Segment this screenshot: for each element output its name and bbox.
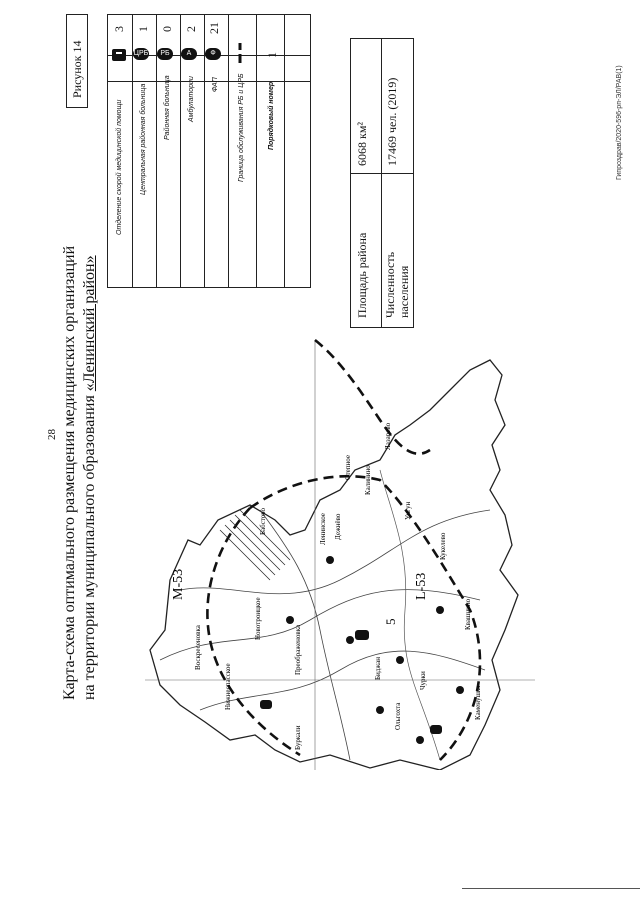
footer-divider [462, 888, 640, 889]
legend-label: Граница обслуживания РБ и ЦРБ [238, 73, 245, 182]
place-name: Буркали [294, 725, 302, 750]
area-value: 6068 км² [355, 121, 369, 166]
hospital-marker [355, 630, 369, 640]
figure-label: Рисунок 14 [70, 40, 84, 98]
river [200, 651, 485, 710]
district-outline [150, 360, 518, 770]
legend-label: Центральная районная больница [140, 83, 147, 195]
place-name: Калинино [364, 465, 372, 495]
district-map [140, 330, 540, 770]
outpatient-icon: А [181, 48, 197, 60]
ambulance-icon [110, 46, 128, 64]
facility-markers [260, 556, 464, 744]
legend-label: Районная больница [164, 75, 171, 140]
title-line-2 [80, 246, 100, 700]
legend-divider [108, 81, 310, 82]
fap-marker [396, 656, 404, 664]
legend-count: 21 [207, 22, 221, 34]
place-name: Ленинское [319, 513, 327, 545]
legend-label: ФАП [212, 77, 219, 92]
legend-label: Порядковый номер [268, 81, 275, 150]
place-name: Степное [344, 455, 352, 480]
fap-marker [346, 636, 354, 644]
place-name: Нижнеспасское [224, 663, 232, 710]
legend-count: 2 [184, 26, 198, 32]
legend-count: 3 [112, 26, 126, 32]
population-label: Численность населения [383, 251, 411, 318]
outpatient-marker [260, 700, 272, 709]
place-name: Новотроицкое [254, 597, 262, 640]
legend-label: Амбулатории [188, 76, 195, 122]
fap-marker [286, 616, 294, 624]
legend-count: 0 [160, 26, 174, 32]
boundary-line-icon [230, 42, 250, 64]
place-name: Преображеновка [294, 624, 302, 675]
zone-number: 5 [383, 618, 398, 625]
legend-label: Отделение скорой медицинской помощи [116, 99, 123, 235]
district-name: «Ленинский район» [81, 255, 98, 392]
hatched-area [220, 510, 290, 580]
fap-marker [376, 706, 384, 714]
place-name: Лазарево [384, 422, 392, 450]
central-hospital-icon: ЦРБ [133, 48, 149, 60]
title-line-1: Карта-схема оптимального размещения медицинских организаций [61, 245, 78, 700]
place-name: Унгун [404, 501, 412, 520]
fap-marker [456, 686, 464, 694]
page-title [60, 246, 100, 700]
page-number: 28 [46, 429, 58, 440]
service-boundary [315, 340, 430, 454]
population-value: 17469 чел. (2019) [385, 77, 399, 166]
fap-marker [436, 606, 444, 614]
place-name: Воскресеновка [194, 625, 202, 670]
place-name: Бабстово [259, 507, 267, 535]
legend-count: 1 [265, 52, 279, 58]
place-name: Биджан [374, 656, 382, 680]
place-name: Квашнино [464, 598, 472, 630]
place-name: Ольгохта [394, 702, 402, 730]
district-hospital-icon: РБ [157, 48, 173, 60]
place-name: Кукелево [439, 532, 447, 560]
service-boundary [250, 476, 480, 760]
table-divider [351, 173, 413, 174]
outpatient-marker [430, 725, 442, 734]
title-line-2-prefix: на территории муниципального образования [81, 391, 98, 700]
fap-marker [416, 736, 424, 744]
sheet-label-m53: M-53 [171, 568, 186, 600]
document-code: Гипроздрав/2020-596-рп-ЭЛ/РАВ(1) [616, 65, 623, 180]
fap-icon: Ф [205, 48, 221, 60]
place-name: Чурки [419, 671, 427, 690]
area-label: Площадь района [355, 232, 369, 318]
sheet-label-l53: L-53 [414, 572, 429, 600]
fap-marker [326, 556, 334, 564]
legend-count: 1 [136, 26, 150, 32]
place-name: Дежнёво [334, 513, 342, 540]
place-name: Каменушка [474, 685, 482, 720]
table-divider [381, 39, 382, 327]
